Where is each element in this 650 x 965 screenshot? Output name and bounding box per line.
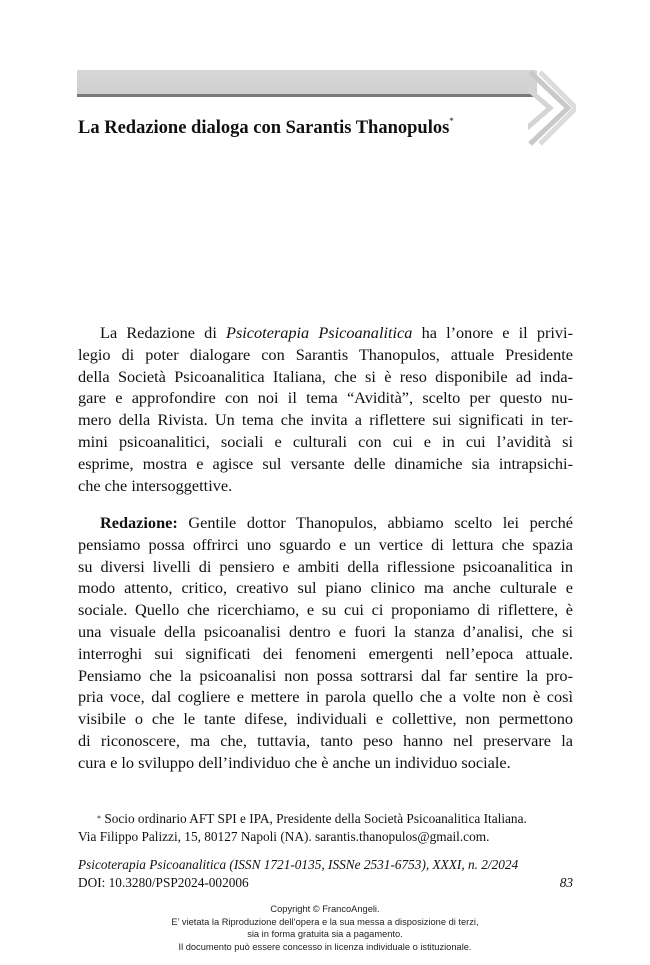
text-line: Redazione: Gentile dottor Thanopulos, abbiamo scelto lei perché [100,513,573,532]
text-line: esprime, mostra e agisce sul versante delle dinamiche sia intrapsichi- [78,453,573,473]
text-line: visibile o che le tante difese, individuali e collettive, non permettono [78,709,573,729]
footnote-marker: * [97,814,101,823]
page-number: 83 [559,875,573,890]
redazione-paragraph [78,512,573,774]
copyright-line: sia in forma gratuita sia a pagamento. [247,929,403,939]
text-line: che che intersoggettive. [78,475,233,495]
text-line: sociale. Quello che ricerchiamo, e su cui ci proponiamo di riflettere, è [78,600,573,620]
text-line: mero della Rivista. Un tema che invita a riflettere sui significati in ter- [78,410,573,430]
footnote-marker: * [449,116,454,126]
journal-citation: Psicoterapia Psicoanalitica (ISSN 1721-0135, ISSNe 2531-6753), XXXI, n. 2/2024 [78,857,519,872]
author-footnote [78,810,573,846]
text-line: una visuale della psicoanalisi dentro e fuori la stanza d’analisi, che si [78,621,573,641]
text-line: su diversi livelli di pensiero e ambiti della riflessione psicoanalitica in [78,556,573,576]
speaker-label: Redazione: [100,513,178,532]
text-line: pria voce, dal cogliere e mettere in parola quello che a volte non è così [78,687,573,707]
text-line: La Redazione di Psicoterapia Psicoanalitica ha l’onore e il privi- [100,323,574,342]
copyright-line: Copyright © FrancoAngeli. [270,904,380,914]
copyright-line: E’ vietata la Riproduzione dell’opera e la sua messa a disposizione di terzi, [171,916,479,927]
intro-paragraph [78,322,573,496]
copyright-notice [0,903,650,953]
text-line: gare e approfondire con noi il tema “Avidità”, scelto per questo nu- [78,388,573,408]
doi: DOI: 10.3280/PSP2024-002006 [78,875,249,890]
header-rule [77,94,537,97]
text-line: cura e lo sviluppo dell’individuo che è anche un individuo sociale. [78,752,511,772]
text-line: mini psicoanalitici, sociali e culturali con cui e in cui l’avidità si [78,431,573,451]
header-band [77,70,537,94]
journal-name: Psicoterapia Psicoanalitica [226,323,413,342]
text-line: di riconoscere, ma che, tuttavia, tanto peso hanno nel preservare la [78,730,573,750]
footnote-affiliation: Socio ordinario AFT SPI e IPA, Presidente della Società Psicoanalitica Italiana. [101,811,527,826]
chevron-arrows-icon [528,64,576,154]
text-line: pensiamo possa offrirci uno sguardo e un vertice di lettura che spazia [78,534,573,554]
text-line: Pensiamo che la psicoanalisi non possa sottrarsi dal far sentire la pro- [78,665,573,685]
text-line: interroghi sui significati dei fenomeni emergenti nell’epoca attuale. [78,643,573,663]
copyright-line: Il documento può essere concesso in licenza individuale o istituzionale. [178,941,472,952]
text-line: della Società Psicoanalitica Italiana, che si è reso disponibile ad inda- [78,366,573,386]
text-line: modo attento, critico, creativo sul piano clinico ma anche culturale e [78,578,573,598]
article-title: La Redazione dialoga con Sarantis Thanopulos* [78,116,454,138]
journal-info [78,856,573,892]
footnote-address: Via Filippo Palizzi, 15, 80127 Napoli (NA). sarantis.thanopulos@gmail.com. [78,829,490,844]
text-line: legio di poter dialogare con Sarantis Thanopulos, attuale Presidente [78,344,573,364]
